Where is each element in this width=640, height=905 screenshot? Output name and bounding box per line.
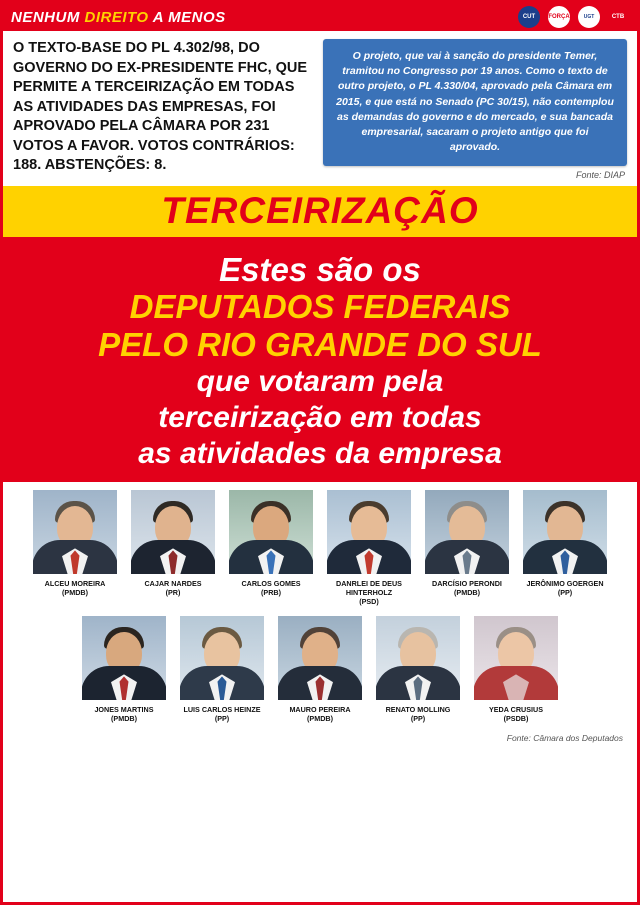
deputy-caption <box>178 705 266 723</box>
deputy-name: JONES MARTINS <box>94 705 154 715</box>
deputy-caption <box>227 579 315 597</box>
deputy-photo <box>227 488 315 576</box>
footer-source: Fonte: Câmara dos Deputados <box>506 733 623 744</box>
headline-line-2: DEPUTADOS FEDERAIS <box>129 288 511 326</box>
deputy-party: (PP) <box>557 588 573 598</box>
deputy-photo <box>31 488 119 576</box>
deputy-photo <box>129 488 217 576</box>
deputy-name: DANRLEI DE DEUS HINTERHOLZ <box>336 579 402 598</box>
deputy-name: DARCÍSIO PERONDI <box>432 579 502 589</box>
deputy-photo <box>423 488 511 576</box>
deputy-card <box>227 488 315 606</box>
header-title <box>11 9 226 26</box>
deputy-caption <box>276 705 364 723</box>
note-section <box>323 39 627 180</box>
note-source: Fonte: DIAP <box>575 169 625 180</box>
intro-text: O TEXTO-BASE DO PL 4.302/98, DO GOVERNO DO EX-PRESIDENTE FHC, QUE PERMITE A TERCEIRIZAÇÃO EM TODAS AS ATIVIDADES DAS EMPRESAS, FOI APROVADO PELA CÂMARA POR 231 VOTOS A FAVOR. VOTOS CONTRÁRIOS: 188. ABSTENÇÕES: 8. <box>13 40 308 174</box>
deputy-party: (PMDB) <box>307 714 333 724</box>
headline-block <box>3 237 637 483</box>
deputy-card <box>374 614 462 723</box>
deputy-photo <box>521 488 609 576</box>
ugt-logo: UGT <box>578 6 600 28</box>
deputy-caption <box>129 579 217 597</box>
deputy-photo <box>325 488 413 576</box>
deputy-party: (PMDB) <box>454 588 480 598</box>
intro-section <box>3 31 637 186</box>
deputy-photo <box>374 614 462 702</box>
deputy-caption <box>521 579 609 597</box>
deputy-card <box>325 488 413 606</box>
header-title-part2: A MENOS <box>152 8 226 26</box>
deputy-party: (PP) <box>410 714 426 724</box>
headline-line-5: terceirização em todas <box>158 401 482 435</box>
deputy-photo <box>276 614 364 702</box>
deputy-party: (PR) <box>165 588 181 598</box>
header-bar <box>3 3 637 31</box>
note-box: O projeto, que vai à sanção do presidente Temer, tramitou no Congresso por 19 anos. Como o texto de outro projeto, o PL 4.330/04, aprovado pela Câmara em 2015, e que está no Senado (PC 30/15), não contemplou as demandas do governo e do mercado, e sua bancada empresarial, sacaram o projeto antigo que foi aprovado. <box>323 39 627 166</box>
deputy-name: MAURO PEREIRA <box>289 705 351 715</box>
cut-logo: CUT <box>518 6 540 28</box>
deputy-card <box>80 614 168 723</box>
deputy-party: (PSD) <box>359 597 379 607</box>
deputy-name: JERÔNIMO GOERGEN <box>526 579 604 589</box>
deputy-caption <box>472 705 560 723</box>
header-logos <box>518 5 629 29</box>
title-band <box>3 186 637 237</box>
headline-line-1: Estes são os <box>219 250 421 288</box>
deputies-row-2 <box>3 606 637 723</box>
band-title: TERCEIRIZAÇÃO <box>161 189 479 231</box>
deputy-caption <box>80 705 168 723</box>
deputy-card <box>521 488 609 606</box>
header-title-highlight: DIREITO <box>84 8 149 26</box>
deputy-party: (PMDB) <box>62 588 88 598</box>
deputy-card <box>31 488 119 606</box>
deputies-row-1 <box>3 482 637 606</box>
deputy-party: (PP) <box>214 714 230 724</box>
deputy-photo <box>80 614 168 702</box>
deputy-caption <box>423 579 511 597</box>
deputy-card <box>129 488 217 606</box>
headline-line-3: PELO RIO GRANDE DO SUL <box>98 326 542 364</box>
deputy-caption <box>31 579 119 597</box>
deputy-party: (PRB) <box>261 588 281 598</box>
deputy-photo <box>472 614 560 702</box>
header-title-part1: NENHUM <box>11 8 80 26</box>
deputy-name: ALCEU MOREIRA <box>44 579 106 589</box>
deputy-party: (PSDB) <box>503 714 529 724</box>
deputy-name: CAJAR NARDES <box>144 579 202 589</box>
deputy-party: (PMDB) <box>111 714 137 724</box>
forca-sindical-logo: FORÇA <box>547 5 571 29</box>
deputy-card <box>423 488 511 606</box>
deputy-name: CARLOS GOMES <box>241 579 301 589</box>
deputy-card <box>276 614 364 723</box>
deputy-caption <box>374 705 462 723</box>
deputy-name: LUIS CARLOS HEINZE <box>183 705 261 715</box>
headline-line-4: que votaram pela <box>196 365 444 399</box>
deputy-name: YEDA CRUSIUS <box>488 705 544 715</box>
deputy-card <box>472 614 560 723</box>
deputy-card <box>178 614 266 723</box>
deputy-photo <box>178 614 266 702</box>
deputy-caption <box>325 579 413 606</box>
deputy-name: RENATO MOLLING <box>385 705 451 715</box>
headline-line-6: as atividades da empresa <box>138 437 502 471</box>
ctb-logo: CTB <box>607 6 629 28</box>
